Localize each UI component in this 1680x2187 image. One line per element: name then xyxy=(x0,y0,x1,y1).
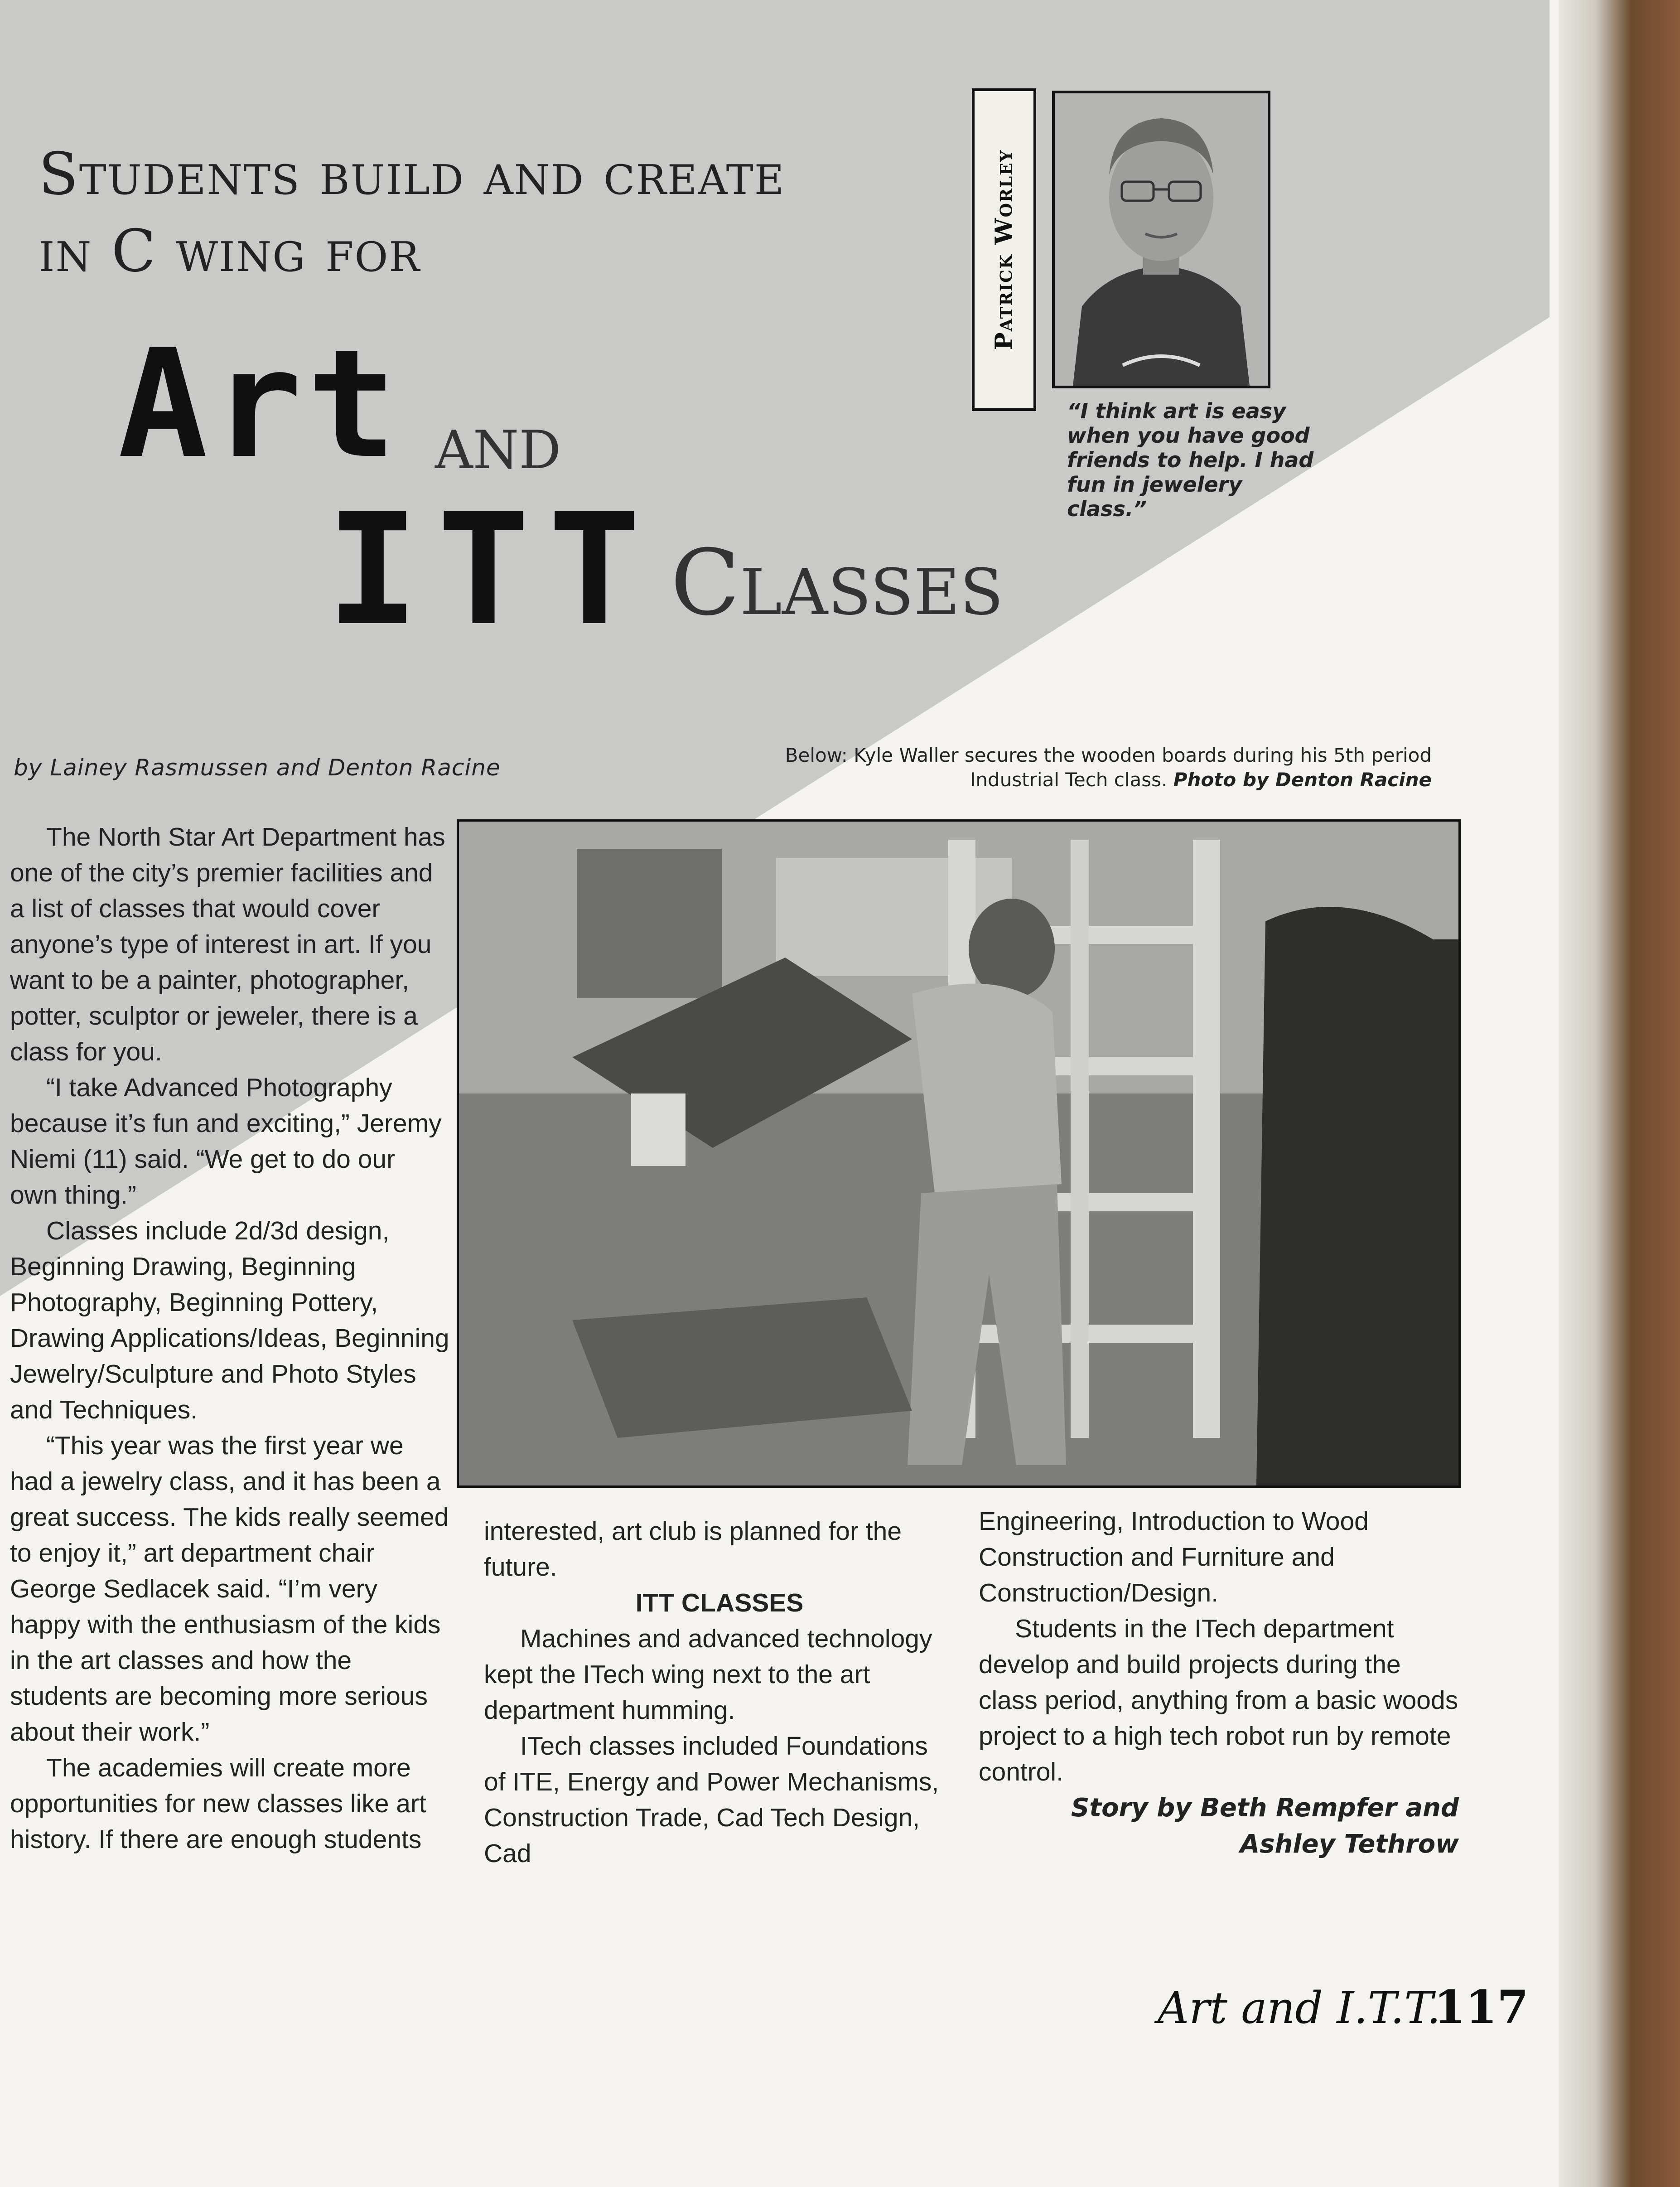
story-credit-line-2: Ashley Tethrow xyxy=(1240,1829,1459,1859)
headline-art: Art xyxy=(118,317,402,491)
headline-line-2: in C wing for xyxy=(39,218,420,285)
student-quote: “I think art is easy when you have good friends to help. I had fun in jewelery class.” xyxy=(1067,399,1314,521)
itt-classes-subhead: ITT CLASSES xyxy=(635,1588,804,1617)
column1-paragraph-1: The North Star Art Department has one of the city’s premier facilities and a list of classes that would cover anyone’s type of interest in art. If you want to be a painter, photographer, potter, sculptor or jeweler, there is a class for you. xyxy=(10,823,445,1066)
column1-paragraph-4: “This year was the first year we had a jewelry class, and it has been a great success. The kids really seemed to enjoy it,” art department chair George Sedlacek said. “I’m very happy with the enthusiasm of the kids in the art classes and how the students are becoming more serious about their work.” xyxy=(10,1431,449,1747)
headline-line-1: Students build and create xyxy=(39,140,785,208)
article-column-1 xyxy=(10,819,449,1858)
student-portrait xyxy=(1052,91,1270,388)
column1-paragraph-2: “I take Advanced Photography because it’s fun and exciting,” Jeremy Niemi (11) said. “We get to do our own thing.” xyxy=(10,1073,442,1210)
headline-itt: ITT xyxy=(326,480,659,660)
column2-continuation: interested, art club is planned for the future. xyxy=(484,1517,902,1582)
photo-caption-text: Below: Kyle Waller secures the wooden boards during his 5th period Industrial Tech class. xyxy=(785,744,1432,791)
headline-and: and xyxy=(435,399,561,486)
footer-section-label: Art and I.T.T. xyxy=(1158,1983,1441,2033)
byline: by Lainey Rasmussen and Denton Racine xyxy=(14,755,501,781)
book-binding-edge xyxy=(1559,0,1680,2187)
photo-caption xyxy=(784,743,1432,792)
page-number: 117 xyxy=(1434,1980,1529,2034)
article-column-2 xyxy=(484,1514,955,1872)
column2-paragraph-1: Machines and advanced technology kept the ITech wing next to the art department humming. xyxy=(484,1624,932,1725)
column3-paragraph-1: Students in the ITech department develop and build projects during the class period, anything from a basic woods project to a high tech robot run by remote control. xyxy=(979,1614,1458,1786)
story-credit-line-1: Story by Beth Rempfer and xyxy=(1071,1793,1459,1823)
workshop-photo xyxy=(457,819,1461,1488)
column1-paragraph-5: The academies will create more opportunities for new classes like art history. If there are enough students xyxy=(10,1753,426,1854)
column1-paragraph-3: Classes include 2d/3d design, Beginning Drawing, Beginning Photography, Beginning Pottery, Drawing Applications/Ideas, Beginning Jewelry/Sculpture and Photo Styles and Techniques. xyxy=(10,1216,449,1424)
photo-credit: Photo by Denton Racine xyxy=(1173,769,1432,791)
student-name-box xyxy=(972,88,1036,411)
student-name: Patrick Worley xyxy=(990,149,1018,350)
headline-classes: Classes xyxy=(671,530,1004,636)
article-column-3 xyxy=(979,1504,1459,1863)
column3-continuation: Engineering, Introduction to Wood Construction and Furniture and Construction/Design. xyxy=(979,1507,1369,1607)
column2-paragraph-2: ITech classes included Foundations of ITE, Energy and Power Mechanisms, Construction Trade, Cad Tech Design, Cad xyxy=(484,1732,939,1868)
